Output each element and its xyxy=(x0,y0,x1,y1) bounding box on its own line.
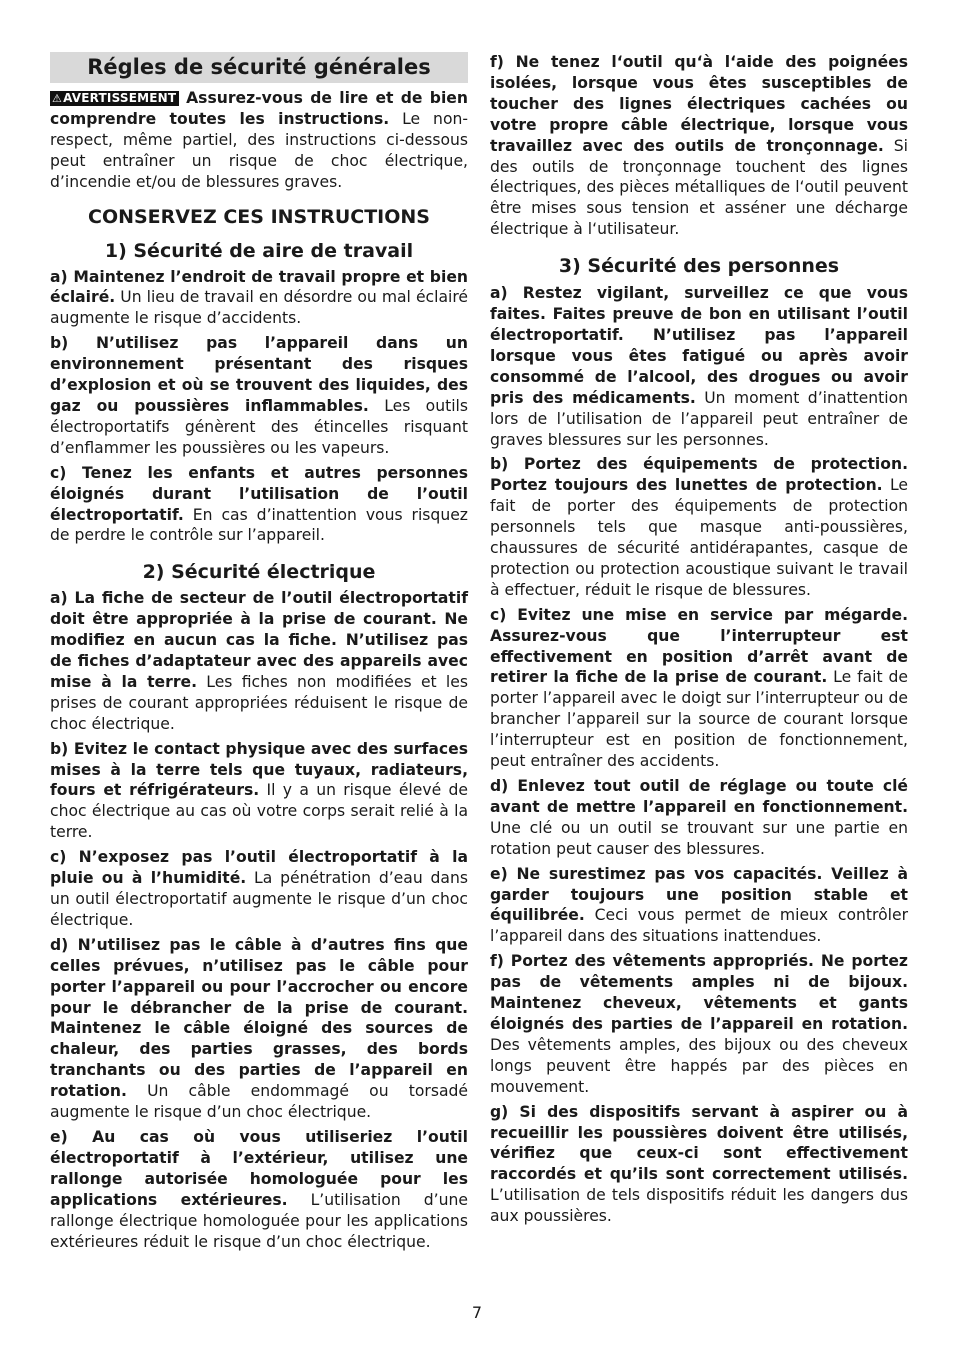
instruction-bold: d) N’utilisez pas le câble à d’autres fins que celles prévues, n’utilisez pas le câble pour porter l’appareil ou pour l’accrocher ou encore pour le débrancher de la prise de courant. Maintenez le câble éloigné des sources de chaleur, des parties grasses, des bords tranchants ou des parties de l’appareil en rotation. xyxy=(50,935,468,1101)
instruction-text: Une clé ou un outil se trouvant sur une partie en rotation peut causer des blessures. xyxy=(490,818,908,858)
instruction-text: Il y a un risque élevé de choc électrique au cas où votre corps serait relié à la terre. xyxy=(50,781,468,842)
instruction-text: L’utilisation d’une rallonge électrique homologuée pour les applications extérieures réduit le risque d’un choc électrique. xyxy=(50,1190,468,1251)
instruction-item xyxy=(50,847,468,931)
section-3-items xyxy=(490,283,908,1227)
instruction-text: En cas d’inattention vous risquez de perdre le contrôle sur l’appareil. xyxy=(50,505,468,545)
instruction-item xyxy=(50,588,468,734)
instruction-text: L’utilisation de tels dispositifs réduit les dangers dus aux poussières. xyxy=(490,1186,908,1226)
instruction-text: Si des outils de tronçonnage touchent des lignes électriques, des pièces métalliques de l‘outil peuvent être mises sous tension et asséner une décharge électrique à l‘utilisateur. xyxy=(490,136,908,239)
instruction-bold: b) Evitez le contact physique avec des surfaces mises à la terre tels que tuyaux, radiateurs, fours et réfrigérateurs. xyxy=(50,739,468,800)
instruction-bold: b) N’utilisez pas l’appareil dans un environnement présentant des risques d’explosion et où se trouvent des liquides, des gaz ou poussières inflammables. xyxy=(50,334,468,415)
instruction-text: Un lieu de travail en désordre ou mal éclairé augmente le risque d’accidents. xyxy=(50,288,468,328)
instruction-item xyxy=(490,1102,908,1227)
section-2-items xyxy=(50,588,468,1252)
instruction-item xyxy=(490,951,908,1097)
instruction-item xyxy=(50,463,468,547)
instruction-bold: c) N’exposez pas l’outil électroportatif à la pluie ou à l’humidité. xyxy=(50,848,468,888)
instruction-bold: g) Si des dispositifs servant à aspirer ou à recueillir les poussières doivent être utilisés, vérifiez que ceux-ci sont effectivement raccordés et qu’ils sont correctement utilisés. xyxy=(490,1102,908,1184)
instruction-item xyxy=(490,283,908,450)
instruction-bold: c) Tenez les enfants et autres personnes éloignés durant l’utilisation de l’outil électroportatif. xyxy=(50,463,468,524)
intro-text: Le non-respect, même partiel, des instructions ci-dessous peut entraîner un risque de choc électrique, d’incendie et/ou de blessures graves. xyxy=(50,109,468,191)
instruction-item xyxy=(50,1127,468,1252)
instruction-item xyxy=(490,864,908,948)
section-header: Régles de sécurité générales xyxy=(50,52,468,83)
instruction-bold: b) Portez des équipements de protection. Portez toujours des lunettes de protection. xyxy=(490,455,908,495)
instruction-text: Un moment d’inattention lors de l’utilisation de l’appareil peut entraîner de graves blessures sur les personnes. xyxy=(490,388,908,449)
continued-item xyxy=(490,52,908,240)
instruction-bold: c) Evitez une mise en service par mégarde. Assurez-vous que l’interrupteur est effectivement en position d’arrêt avant de retirer la fiche de la prise de courant. xyxy=(490,605,908,687)
section-1-title: 1) Sécurité de aire de travail xyxy=(104,239,414,262)
instruction-item xyxy=(50,333,468,458)
instruction-text: Le fait de porter l’appareil avec le doigt sur l’interrupteur ou de brancher l’appareil sur la source de courant lorsque l’interrupteur est en position de fonctionnement, peut entraîner des accidents. xyxy=(490,668,908,771)
instruction-item xyxy=(490,52,908,240)
instruction-bold: a) Maintenez l’endroit de travail propre et bien éclairé. xyxy=(50,267,468,307)
instruction-text: La pénétration d’eau dans un outil électroportatif augmente le risque d’un choc électrique. xyxy=(50,869,468,929)
page-number: 7 xyxy=(471,1303,483,1322)
warning-triangle-icon: ⚠ xyxy=(52,92,63,105)
right-column xyxy=(490,52,908,1231)
section-2-title: 2) Sécurité électrique xyxy=(142,561,376,584)
instruction-bold: a) La fiche de secteur de l’outil électroportatif doit être appropriée à la prise de courant. Ne modifiez en aucun cas la fiche. N’utilisez pas de fiches d’adaptateur avec des appareils avec mise à la terre. xyxy=(50,589,468,691)
instruction-text: Le fait de porter des équipements de protection personnels tels que masque anti-poussières, chaussures de sécurité antidérapantes, casque de protection ou protection acoustique suivant le travail à effectuer, réduit le risque de blessures. xyxy=(490,476,908,599)
section-1-items xyxy=(50,267,468,547)
instruction-text: Des vêtements amples, des bijoux ou des cheveux longs peuvent être happés par des pièces en mouvement. xyxy=(490,1035,908,1096)
warning-label: AVERTISSEMENT xyxy=(63,91,177,105)
left-column xyxy=(50,52,468,1256)
instruction-item xyxy=(50,739,468,844)
instruction-item xyxy=(490,605,908,772)
instruction-bold: e) Ne surestimez pas vos capacités. Veillez à garder toujours une position stable et équilibrée. xyxy=(490,864,908,925)
section-3-title: 3) Sécurité des personnes xyxy=(558,255,840,278)
intro-bold: Assurez-vous de lire et de bien comprendre toutes les instructions. xyxy=(50,89,468,128)
conserve-heading: CONSERVEZ CES INSTRUCTIONS xyxy=(88,205,430,228)
instruction-item xyxy=(490,454,908,600)
instruction-bold: e) Au cas où vous utiliseriez l’outil électroportatif à l’extérieur, utilisez une rallonge autorisée homologuée pour les applications extérieures. xyxy=(50,1127,468,1209)
instruction-item xyxy=(490,776,908,860)
instruction-text: Les fiches non modifiées et les prises de courant appropriées réduisent le risque de choc électrique. xyxy=(50,672,468,733)
instruction-bold: a) Restez vigilant, surveillez ce que vous faites. Faites preuve de bon en utilisant l’outil électroportatif. N’utilisez pas l’appareil lorsque vous êtes fatigué ou après avoir consommé de l’alcool, des drogues ou avoir pris des médicaments. xyxy=(490,284,908,407)
instruction-item xyxy=(50,267,468,330)
warning-badge xyxy=(50,91,179,106)
instruction-bold: f) Portez des vêtements appropriés. Ne portez pas de vêtements amples ni de bijoux. Maintenez cheveux, vêtements et gants éloignés des parties de l’appareil en rotation. xyxy=(490,952,908,1033)
instruction-bold: f) Ne tenez l‘outil qu‘à l‘aide des poignées isolées, lorsque vous êtes susceptibles de toucher des lignes électriques cachées ou votre propre câble électrique, lorsque vous travaillez avec des outils de tronçonnage. xyxy=(490,53,908,155)
warning-paragraph xyxy=(50,88,468,193)
instruction-text: Un câble endommagé ou torsadé augmente le risque d’un choc électrique. xyxy=(50,1082,468,1122)
instruction-text: Ceci vous permet de mieux contrôler l’appareil dans des situations inattendues. xyxy=(490,906,908,946)
instruction-item xyxy=(50,935,468,1123)
instruction-bold: d) Enlevez tout outil de réglage ou toute clé avant de mettre l’appareil en fonctionnement. xyxy=(490,777,908,816)
instruction-text: Les outils électroportatifs génèrent des étincelles risquant d’enflammer les poussières ou les vapeurs. xyxy=(50,396,468,457)
